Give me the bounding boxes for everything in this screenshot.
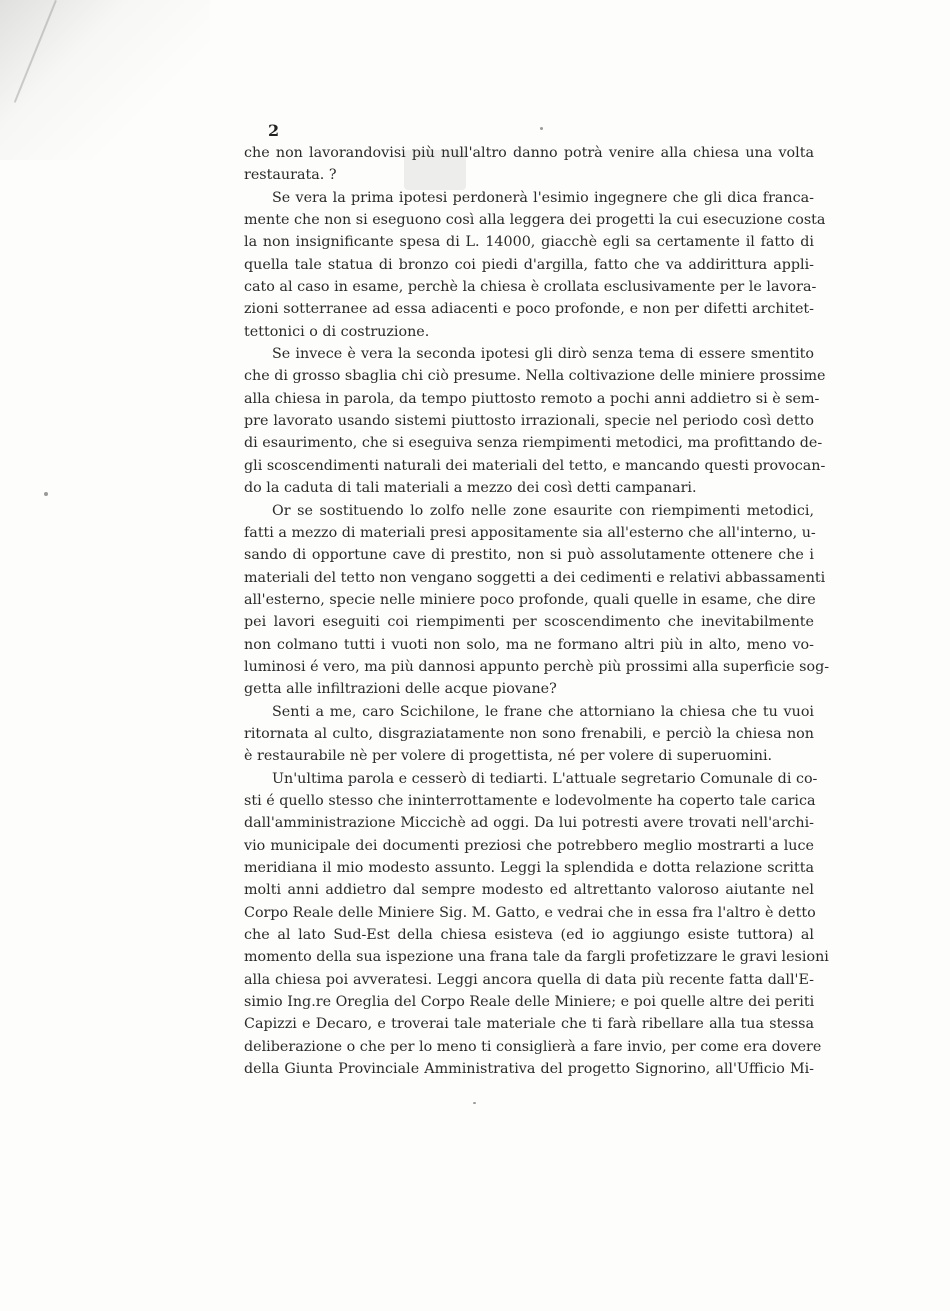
text-line: all'esterno, specie nelle miniere poco profonde, quali quelle in esame, che dire xyxy=(244,591,816,608)
text-line: luminosi é vero, ma più dannosi appunto perchè più prossimi alla superficie sog- xyxy=(244,658,830,675)
text-line: Un'ultima parola e cesserò di tediarti. L'attuale segretario Comunale di co- xyxy=(272,770,818,787)
text-line: della Giunta Provinciale Amministrativa del progetto Signorino, all'Ufficio Mi- xyxy=(244,1061,814,1078)
text-line: pre lavorato usando sistemi piuttosto irrazionali, specie nel periodo così detto xyxy=(244,413,814,430)
text-line: restaurata. ? xyxy=(244,167,337,184)
text-line: zioni sotterranee ad essa adiacenti e poco profonde, e non per difetti architet- xyxy=(244,301,814,318)
body-text xyxy=(244,142,830,1080)
text-line: Se invece è vera la seconda ipotesi gli dirò senza tema di essere smentito xyxy=(272,346,814,363)
text-line: tettonici o di costruzione. xyxy=(244,323,430,340)
text-line: alla chiesa poi avveratesi. Leggi ancora quella di data più recente fatta dall'E- xyxy=(244,971,814,988)
text-line: materiali del tetto non vengano soggetti a dei cedimenti e relativi abbassamenti xyxy=(244,569,826,586)
text-line: alla chiesa in parola, da tempo piuttosto remoto a pochi anni addietro si è sem- xyxy=(244,390,820,407)
text-line: pei lavori eseguiti coi riempimenti per scoscendimento che inevitabilmente xyxy=(244,614,814,631)
text-line: di esaurimento, che si eseguiva senza riempimenti metodici, ma profittando de- xyxy=(244,435,823,452)
paper-speck xyxy=(44,492,48,496)
text-line: cato al caso in esame, perchè la chiesa è crollata esclusivamente per le lavora- xyxy=(244,279,817,296)
text-line: Capizzi e Decaro, e troverai tale materiale che ti farà ribellare alla tua stessa xyxy=(244,1016,814,1033)
text-line: è restaurabile nè per volere di progettista, né per volere di superuomini. xyxy=(244,748,773,765)
text-line: sando di opportune cave di prestito, non si può assolutamente ottenere che i xyxy=(244,547,814,564)
text-line: do la caduta di tali materiali a mezzo dei così detti campanari. xyxy=(244,480,697,497)
text-line: che non lavorandovisi più null'altro danno potrà venire alla chiesa una volta xyxy=(244,145,814,161)
text-line: ritornata al culto, disgraziatamente non sono frenabili, e perciò la chiesa non xyxy=(244,725,814,742)
scan-shadow xyxy=(0,0,210,160)
text-line: fatti a mezzo di materiali presi appositamente sia all'esterno che all'interno, u- xyxy=(244,524,816,541)
text-line: Or se sostituendo lo zolfo nelle zone esaurite con riempimenti metodici, xyxy=(272,502,814,519)
text-line: Senti a me, caro Scichilone, le frane che attorniano la chiesa che tu vuoi xyxy=(272,703,814,720)
text-line: deliberazione o che per lo meno ti consiglierà a fare invio, per come era dovere xyxy=(244,1038,822,1055)
page-number: 2 xyxy=(268,121,280,140)
text-line: molti anni addietro dal sempre modesto ed altrettanto valoroso aiutante nel xyxy=(244,882,814,899)
text-line: non colmano tutti i vuoti non solo, ma ne formano altri più in alto, meno vo- xyxy=(244,636,814,653)
text-line: mente che non si eseguono così alla leggera dei progetti la cui esecuzione costa xyxy=(244,212,826,229)
text-line: gli scoscendimenti naturali dei materiali del tetto, e mancando questi provocan- xyxy=(244,457,826,474)
text-line: dall'amministrazione Miccichè ad oggi. Da lui potresti avere trovati nell'archi- xyxy=(244,815,814,832)
text-line: la non insignificante spesa di L. 14000, giacchè egli sa certamente il fatto di xyxy=(244,234,814,251)
text-line: sti é quello stesso che ininterrottamente e lodevolmente ha coperto tale carica xyxy=(244,792,816,809)
text-line: vio municipale dei documenti preziosi che potrebbero meglio mostrarti a luce xyxy=(244,837,814,854)
text-line: Corpo Reale delle Miniere Sig. M. Gatto, e vedrai che in essa fra l'altro è detto xyxy=(244,904,816,921)
text-line: momento della sua ispezione una frana tale da fargli profetizzare le gravi lesioni xyxy=(244,949,829,966)
text-line: meridiana il mio modesto assunto. Leggi la splendida e dotta relazione scritta xyxy=(244,860,814,876)
paper-speck xyxy=(540,127,543,130)
text-line: che di grosso sbaglia chi ciò presume. Nella coltivazione delle miniere prossime xyxy=(244,368,826,385)
text-line: simio Ing.re Oreglia del Corpo Reale delle Miniere; e poi quelle altre dei periti xyxy=(244,994,815,1011)
text-line: quella tale statua di bronzo coi piedi d'argilla, fatto che va addirittura appli- xyxy=(244,256,814,273)
text-line: getta alle infiltrazioni delle acque piovane? xyxy=(244,681,557,698)
text-line: che al lato Sud-Est della chiesa esisteva (ed io aggiungo esiste tuttora) al xyxy=(244,927,814,944)
text-line: Se vera la prima ipotesi perdonerà l'esimio ingegnere che gli dica franca- xyxy=(272,189,814,206)
paper-speck xyxy=(473,1102,476,1104)
